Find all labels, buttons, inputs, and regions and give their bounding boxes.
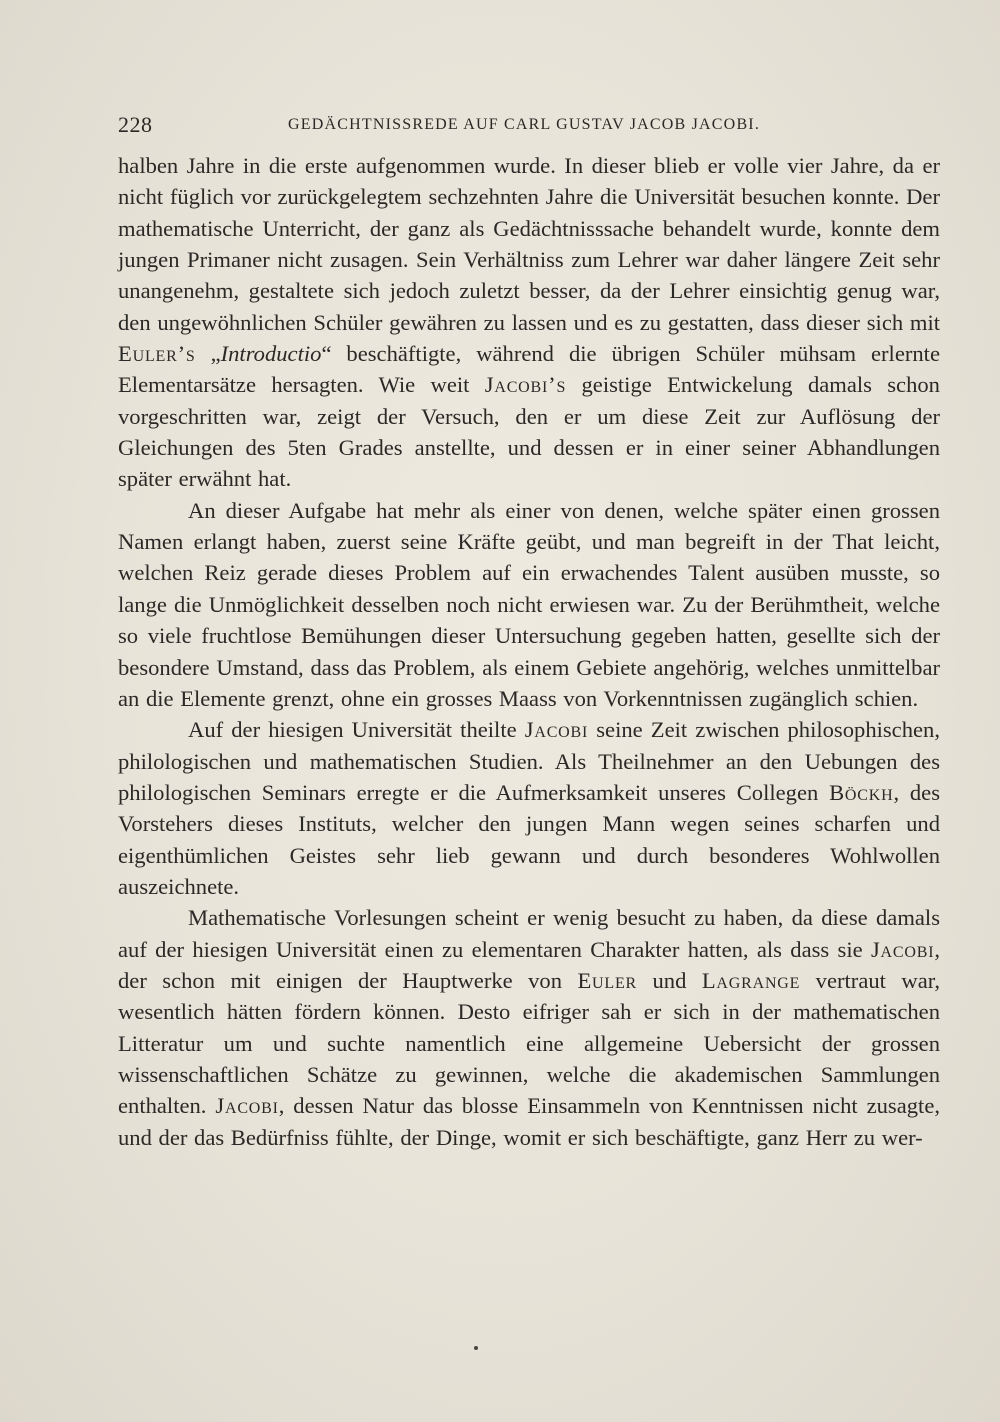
name-small-caps: Jacobi	[524, 717, 589, 743]
name-small-caps: Jacobi’s	[484, 372, 567, 398]
text-segment: , dessen Natur das blosse Einsammeln von Kenntnissen nicht zusagte, und der das Bedürfniss fühlte, der Dinge, womit er sich beschäftigte, ganz Herr zu wer-	[118, 1093, 941, 1150]
text-segment: „	[195, 341, 221, 367]
paragraph	[118, 150, 940, 495]
name-small-caps: Jacobi	[215, 1093, 279, 1119]
text-segment: geistige Entwickelung damals schon vorgeschritten war, zeigt der Versuch, den er um diese Zeit zur Auflösung der Gleichungen des 5ten Grades anstellte, und dessen er in einer seiner Abhandlungen später erwähnt hat.	[118, 372, 940, 492]
name-small-caps: Jacobi	[870, 936, 935, 962]
ink-speck	[474, 1346, 478, 1350]
name-small-caps: Euler	[577, 967, 638, 993]
title-italic: Introductio	[220, 341, 322, 367]
text-segment: Mathematische Vorlesungen scheint er wenig besucht zu haben, da diese damals auf der hiesigen Universität einen zu elementaren Charakter hatten, als dass sie	[118, 905, 940, 962]
text-segment: An dieser Aufgabe hat mehr als einer von denen, welche später einen grossen Namen erlangt haben, zuerst seine Kräfte geübt, und man begreift in der That leicht, welchen Reiz gerade dieses Problem auf ein erwachendes Talent ausüben musste, so lange die Unmöglichkeit desselben noch nicht erwiesen war. Zu der Berühmtheit, welche so viele fruchtlose Bemühungen dieser Untersuchung gegeben hatten, gesellte sich der besondere Umstand, dass das Problem, als einem Gebiete angehörig, welches unmittelbar an die Elemente grenzt, ohne ein grosses Maass von Vorkenntnissen zugänglich schien.	[118, 497, 940, 711]
text-segment: , der schon mit einigen der Hauptwerke von	[118, 936, 940, 993]
paragraph	[118, 495, 940, 714]
paragraph	[118, 902, 940, 1153]
page-number: 228	[118, 112, 153, 137]
name-small-caps: Euler’s	[118, 341, 196, 367]
text-segment: vertraut war, wesentlich hätten fördern können. Desto eifriger sah er sich in der mathematischen Litteratur um und suchte namentlich eine allgemeine Uebersicht der grossen wissenschaftlichen Schätze zu gewinnen, welche die akademischen Sammlungen enthalten.	[118, 967, 940, 1119]
running-title: GEDÄCHTNISSREDE AUF CARL GUSTAV JACOB JACOBI.	[288, 116, 761, 133]
text-segment: und	[637, 967, 702, 993]
text-segment: halben Jahre in die erste aufgenommen wurde. In dieser blieb er volle vier Jahre, da er nicht füglich vor zurückgelegtem sechzehnten Jahre die Universität besuchen konnte. Der mathematische Unterricht, der ganz als Gedächtnisssache behandelt wurde, konnte dem jungen Primaner nicht zusagen. Sein Verhältniss zum Lehrer war daher längere Zeit sehr unangenehm, gestaltete sich jedoch zuletzt besser, da der Lehrer einsichtig genug war, den ungewöhnlichen Schüler gewähren zu lassen und es zu gestatten, dass dieser sich mit	[118, 153, 940, 335]
name-small-caps: Lagrange	[701, 967, 801, 993]
text-segment: seine Zeit zwischen philosophischen, philologischen und mathematischen Studien. Als Theilnehmer an den Uebungen des philologischen Seminars erregte er die Aufmerksamkeit unseres Collegen	[118, 717, 940, 805]
page-header	[118, 112, 948, 142]
text-segment: Auf der hiesigen Universität theilte	[188, 717, 525, 743]
text-segment: “ beschäftigte, während die übrigen Schüler mühsam erlernte Elementarsätze hersagten. Wie weit	[118, 341, 940, 398]
text-segment: , des Vorstehers dieses Instituts, welcher den jungen Mann wegen seines scharfen und eigenthümlichen Geistes sehr lieb gewann und durch besonderes Wohlwollen auszeichnete.	[118, 779, 941, 899]
body-text	[118, 150, 940, 1153]
paragraph	[118, 714, 940, 902]
name-small-caps: Böckh	[829, 779, 894, 805]
